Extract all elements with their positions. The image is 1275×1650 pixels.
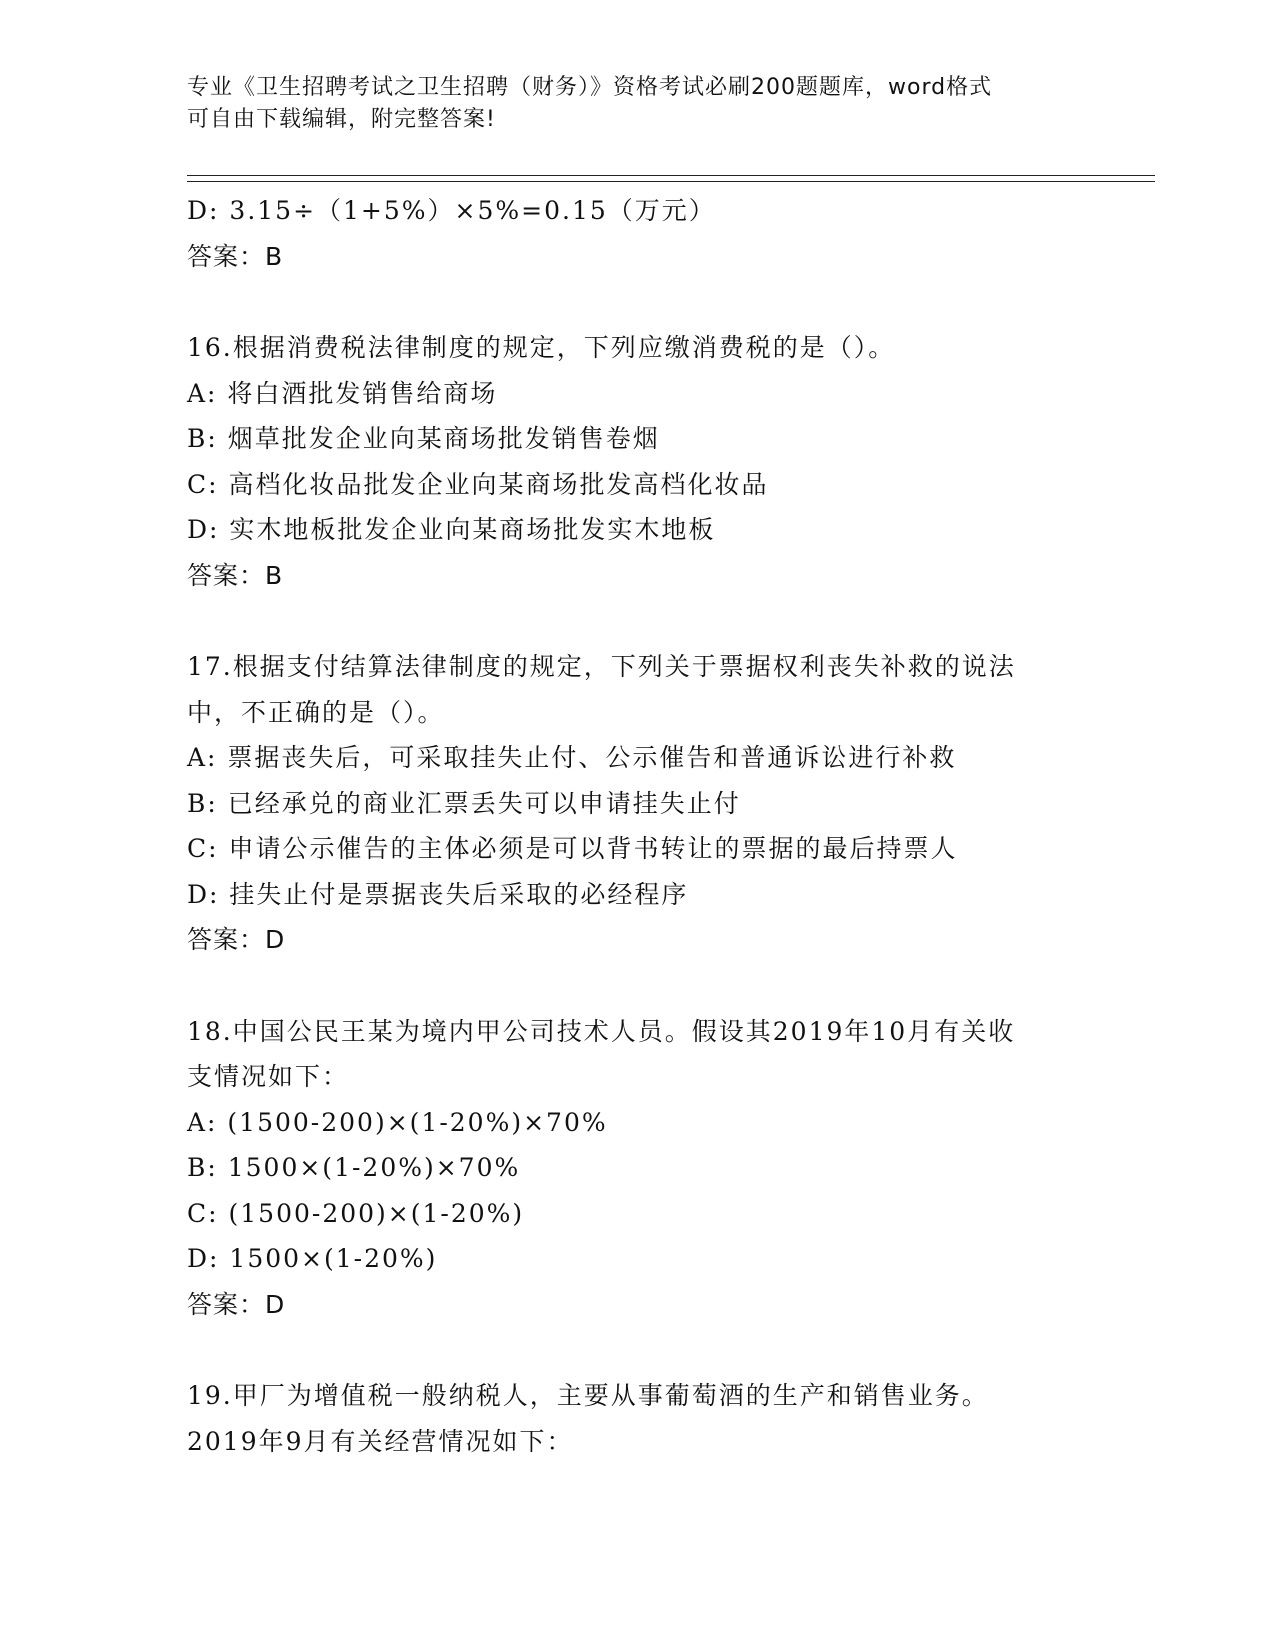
spacer [187,963,1147,1009]
q17-option-b: B: 已经承兑的商业汇票丢失可以申请挂失止付 [187,788,741,818]
question-list [187,188,1147,1464]
header-rule-bottom [187,181,1155,182]
question-18 [187,1009,1147,1328]
q18-answer: 答案：D [187,1289,286,1319]
q18-option-c: C: (1500-200)×(1-20%) [187,1198,525,1228]
q17-answer: 答案：D [187,925,286,954]
q19-stem-line-1: 19.甲厂为增值税一般纳税人，主要从事葡萄酒的生产和销售业务。 [187,1381,989,1410]
q19-stem-line-2: 2019年9月有关经营情况如下： [187,1426,574,1456]
q16-option-b: B: 烟草批发企业向某商场批发销售卷烟 [187,424,660,453]
q16-option-c: C: 高档化妆品批发企业向某商场批发高档化妆品 [187,469,769,499]
q18-stem-line-1: 18.中国公民王某为境内甲公司技术人员。假设其2019年10月有关收 [187,1016,1016,1046]
q15-answer: 答案：B [187,241,284,271]
header-line-2: 可自由下载编辑，附完整答案! [187,107,496,132]
question-15-tail [187,188,1147,279]
q16-option-a: A: 将白酒批发销售给商场 [187,378,498,408]
q17-stem-line-2: 中，不正确的是（）。 [187,697,445,727]
question-17 [187,644,1147,963]
q18-option-a: A: (1500-200)×(1-20%)×70% [187,1107,608,1137]
question-19 [187,1373,1147,1464]
q17-option-c: C: 申请公示催告的主体必须是可以背书转让的票据的最后持票人 [187,834,958,863]
q16-answer: 答案：B [187,560,284,590]
q17-option-a: A: 票据丧失后，可采取挂失止付、公示催告和普通诉讼进行补救 [187,743,957,772]
q18-option-d: D: 1500×(1-20%) [187,1244,438,1273]
question-16 [187,325,1147,598]
q17-stem-line-1: 17.根据支付结算法律制度的规定，下列关于票据权利丧失补救的说法 [187,652,1016,681]
header-line-1: 专业《卫生招聘考试之卫生招聘（财务）》资格考试必刷200题题库，word格式 [187,75,993,100]
q16-stem: 16.根据消费税法律制度的规定，下列应缴消费税的是（）。 [187,333,896,362]
q16-option-d: D: 实木地板批发企业向某商场批发实木地板 [187,515,716,544]
spacer [187,279,1147,325]
q18-stem-line-2: 支情况如下： [187,1062,350,1091]
spacer [187,598,1147,644]
document-header [187,72,1087,136]
header-rule-top [187,175,1155,176]
spacer [187,1327,1147,1373]
q15-option-d: D: 3.15÷（1+5%）×5%=0.15（万元） [187,196,716,225]
q18-option-b: B: 1500×(1-20%)×70% [187,1153,521,1182]
q17-option-d: D: 挂失止付是票据丧失后采取的必经程序 [187,879,689,909]
